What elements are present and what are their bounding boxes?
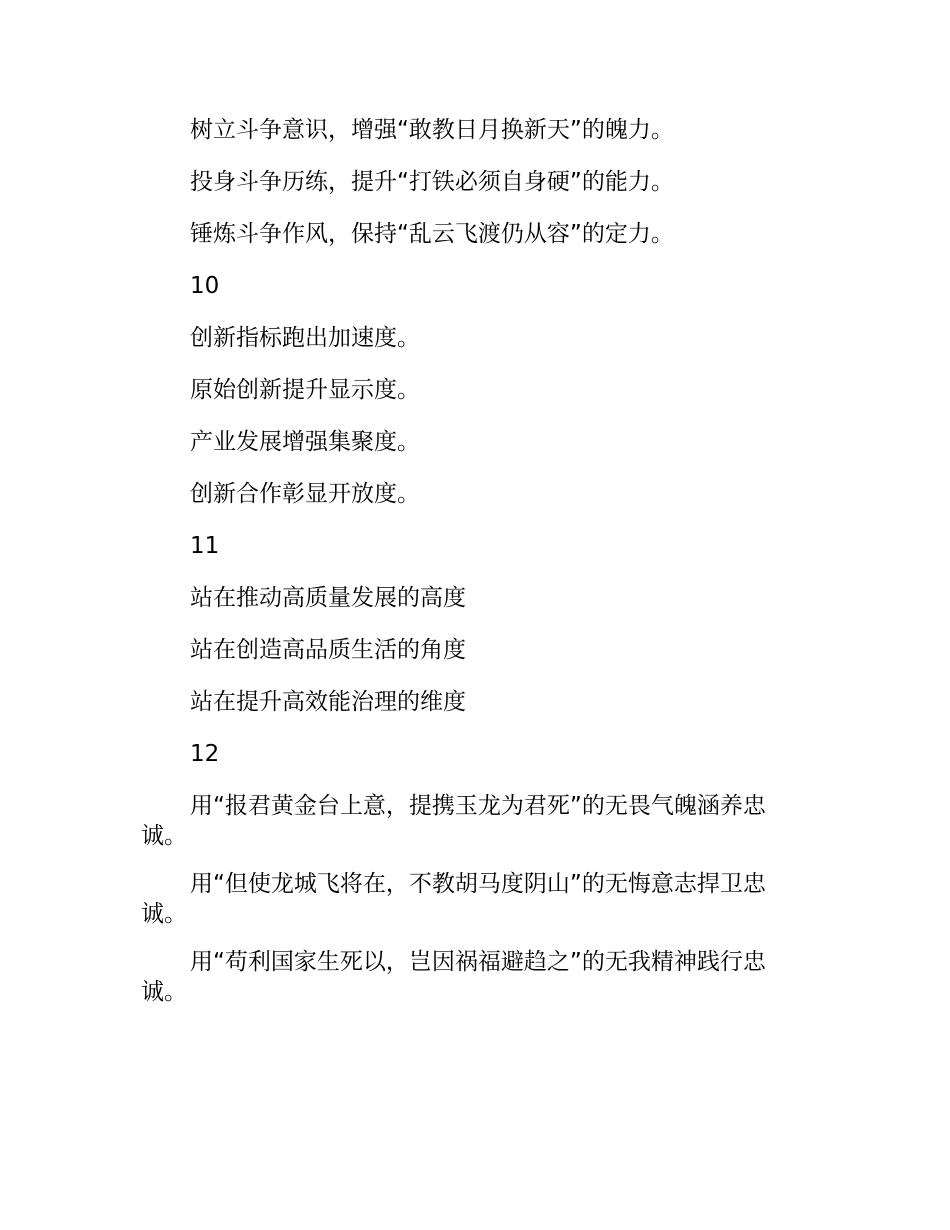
paragraph: 用“苟利国家生死以，岂因祸福避趋之”的无我精神践行忠诚。 [141,949,766,1005]
section-number: 11 [190,533,220,559]
paragraph: 用“报君黄金台上意，提携玉龙为君死”的无畏气魄涵养忠诚。 [141,793,766,849]
paragraph: 投身斗争历练，提升“打铁必须自身硬”的能力。 [190,169,674,195]
paragraph: 产业发展增强集聚度。 [190,429,420,455]
section-number: 10 [190,273,220,299]
paragraph: 站在提升高效能治理的维度 [190,689,466,715]
section-number: 12 [190,741,220,767]
paragraph: 站在推动高质量发展的高度 [190,585,466,611]
paragraph: 创新指标跑出加速度。 [190,325,420,351]
document-body [141,115,811,1025]
paragraph: 站在创造高品质生活的角度 [190,637,466,663]
paragraph: 锤炼斗争作风，保持“乱云飞渡仍从容”的定力。 [190,221,674,247]
paragraph: 用“但使龙城飞将在，不教胡马度阴山”的无悔意志捍卫忠诚。 [141,871,766,927]
paragraph: 创新合作彰显开放度。 [190,481,420,507]
paragraph: 原始创新提升显示度。 [190,377,420,403]
paragraph: 树立斗争意识，增强“敢教日月换新天”的魄力。 [190,117,674,143]
